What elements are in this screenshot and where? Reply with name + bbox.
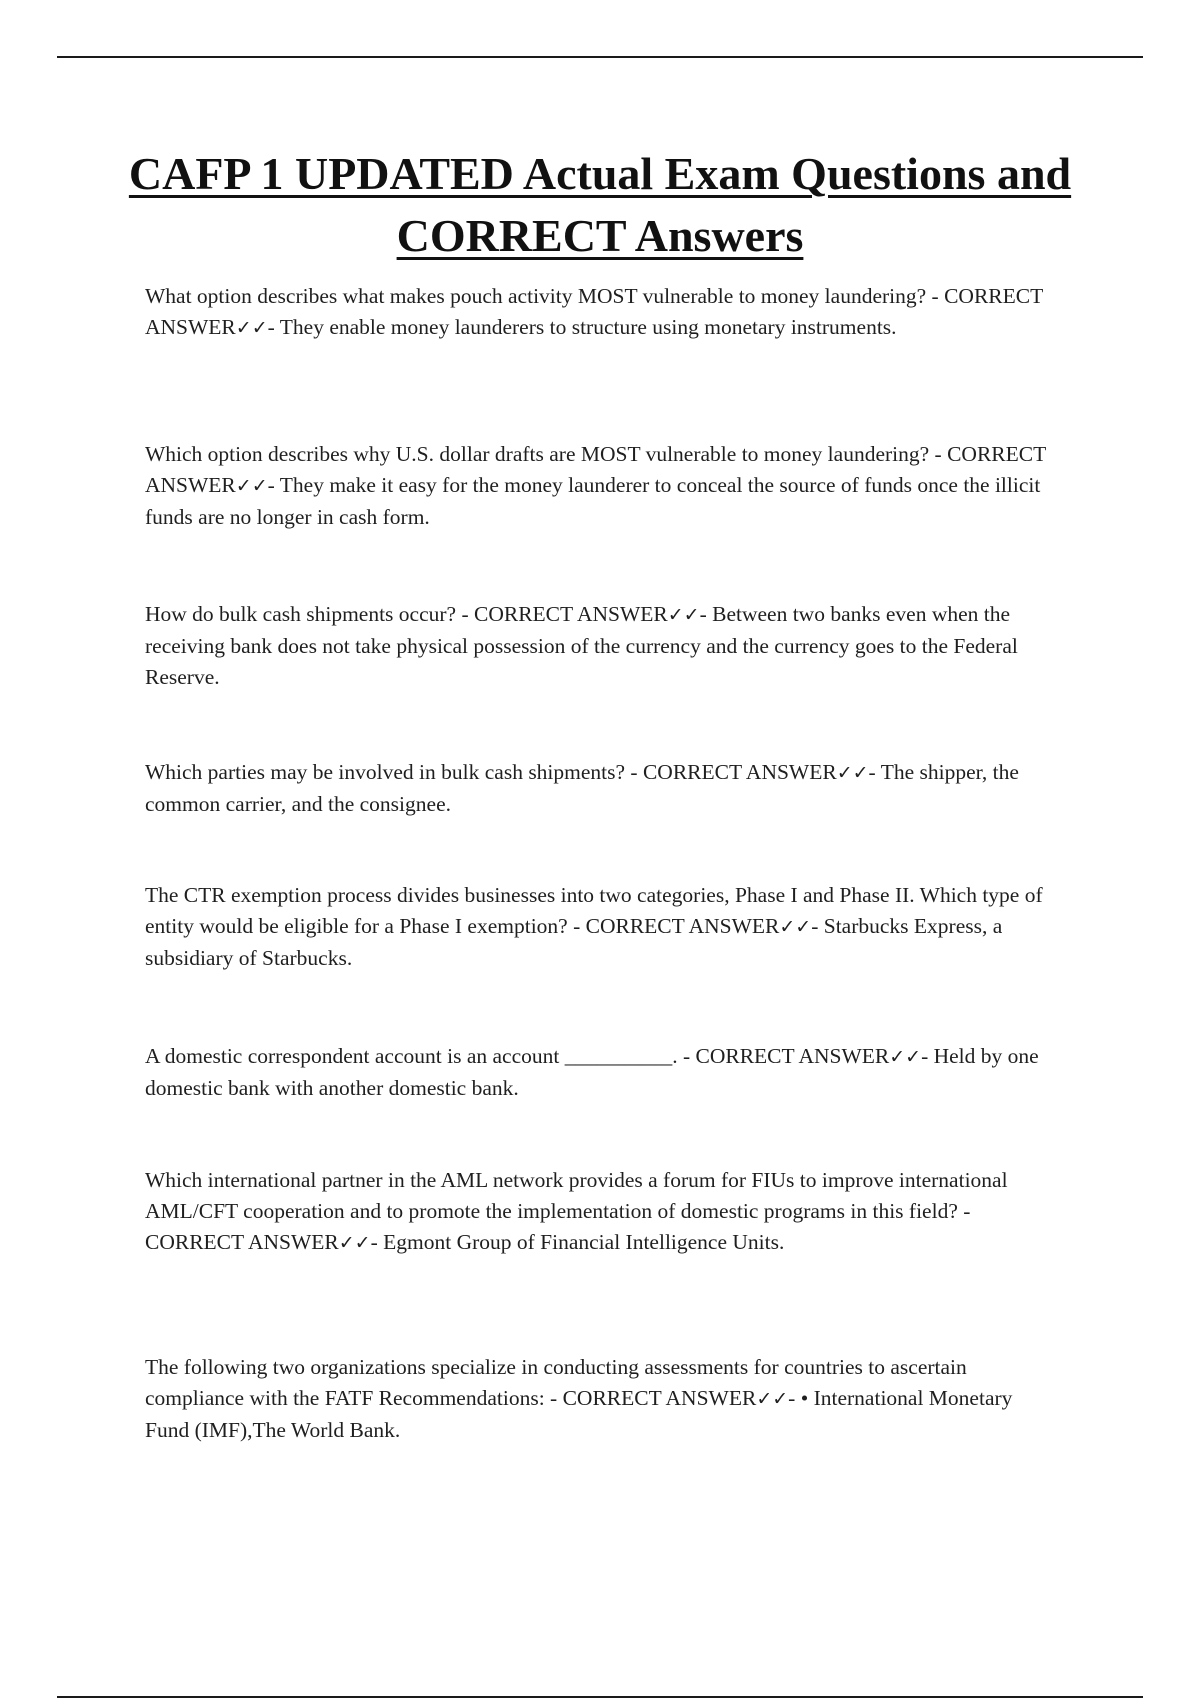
answer-text: - Held by one domestic bank with another domestic bank. — [145, 1044, 1039, 1100]
top-rule — [57, 56, 1143, 58]
bottom-rule — [57, 1696, 1143, 1698]
qa-item — [145, 281, 1055, 344]
qa-item — [145, 599, 1055, 693]
qa-item — [145, 757, 1055, 820]
answer-text: - Between two banks even when the receiving bank does not take physical possession of the currency and the currency goes to the Federal Reserve. — [145, 602, 1018, 689]
answer-text: - Egmont Group of Financial Intelligence Units. — [370, 1230, 785, 1254]
answer-text: - They enable money launderers to structure using monetary instruments. — [267, 315, 897, 339]
question-text: What option describes what makes pouch activity MOST vulnerable to money laundering? - CORRECT ANSWER — [145, 284, 1043, 339]
answer-text: - Starbucks Express, a subsidiary of Starbucks. — [145, 914, 1003, 970]
question-text: Which international partner in the AML network provides a forum for FIUs to improve international AML/CFT cooperation and to promote the implementation of domestic programs in this field? - CORRECT ANSWER — [145, 1168, 1008, 1254]
checkmark-icon: ✓✓ — [889, 1046, 922, 1068]
document-title: CAFP 1 UPDATED Actual Exam Questions and CORRECT Answers — [128, 148, 1072, 261]
qa-item — [145, 1352, 1055, 1446]
answer-text: - They make it easy for the money launderer to conceal the source of funds once the illicit funds are no longer in cash form. — [145, 473, 1041, 529]
checkmark-icon: ✓✓ — [338, 1232, 371, 1254]
qa-item — [145, 1165, 1055, 1259]
qa-item — [145, 439, 1055, 533]
question-text: How do bulk cash shipments occur? - CORRECT ANSWER — [145, 602, 668, 626]
question-text: A domestic correspondent account is an account __________. - CORRECT ANSWER — [145, 1044, 890, 1068]
answer-text: - • International Monetary Fund (IMF),The World Bank. — [145, 1386, 1013, 1442]
question-text: Which parties may be involved in bulk cash shipments? - CORRECT ANSWER — [145, 760, 837, 784]
question-text: The following two organizations specialize in conducting assessments for countries to ascertain compliance with the FATF Recommendations: - CORRECT ANSWER — [145, 1355, 967, 1410]
checkmark-icon: ✓✓ — [836, 762, 869, 784]
answer-text: - The shipper, the common carrier, and the consignee. — [145, 760, 1019, 816]
question-text: The CTR exemption process divides businesses into two categories, Phase I and Phase II. Which type of entity would be eligible for a Phase I exemption? - CORRECT ANSWER — [145, 883, 1043, 938]
qa-item — [145, 880, 1055, 974]
checkmark-icon: ✓✓ — [235, 317, 268, 339]
qa-item — [145, 1041, 1055, 1104]
checkmark-icon: ✓✓ — [667, 604, 700, 626]
checkmark-icon: ✓✓ — [235, 475, 268, 497]
checkmark-icon: ✓✓ — [756, 1388, 789, 1410]
question-text: Which option describes why U.S. dollar drafts are MOST vulnerable to money laundering? - CORRECT ANSWER — [145, 442, 1046, 497]
checkmark-icon: ✓✓ — [779, 916, 812, 938]
